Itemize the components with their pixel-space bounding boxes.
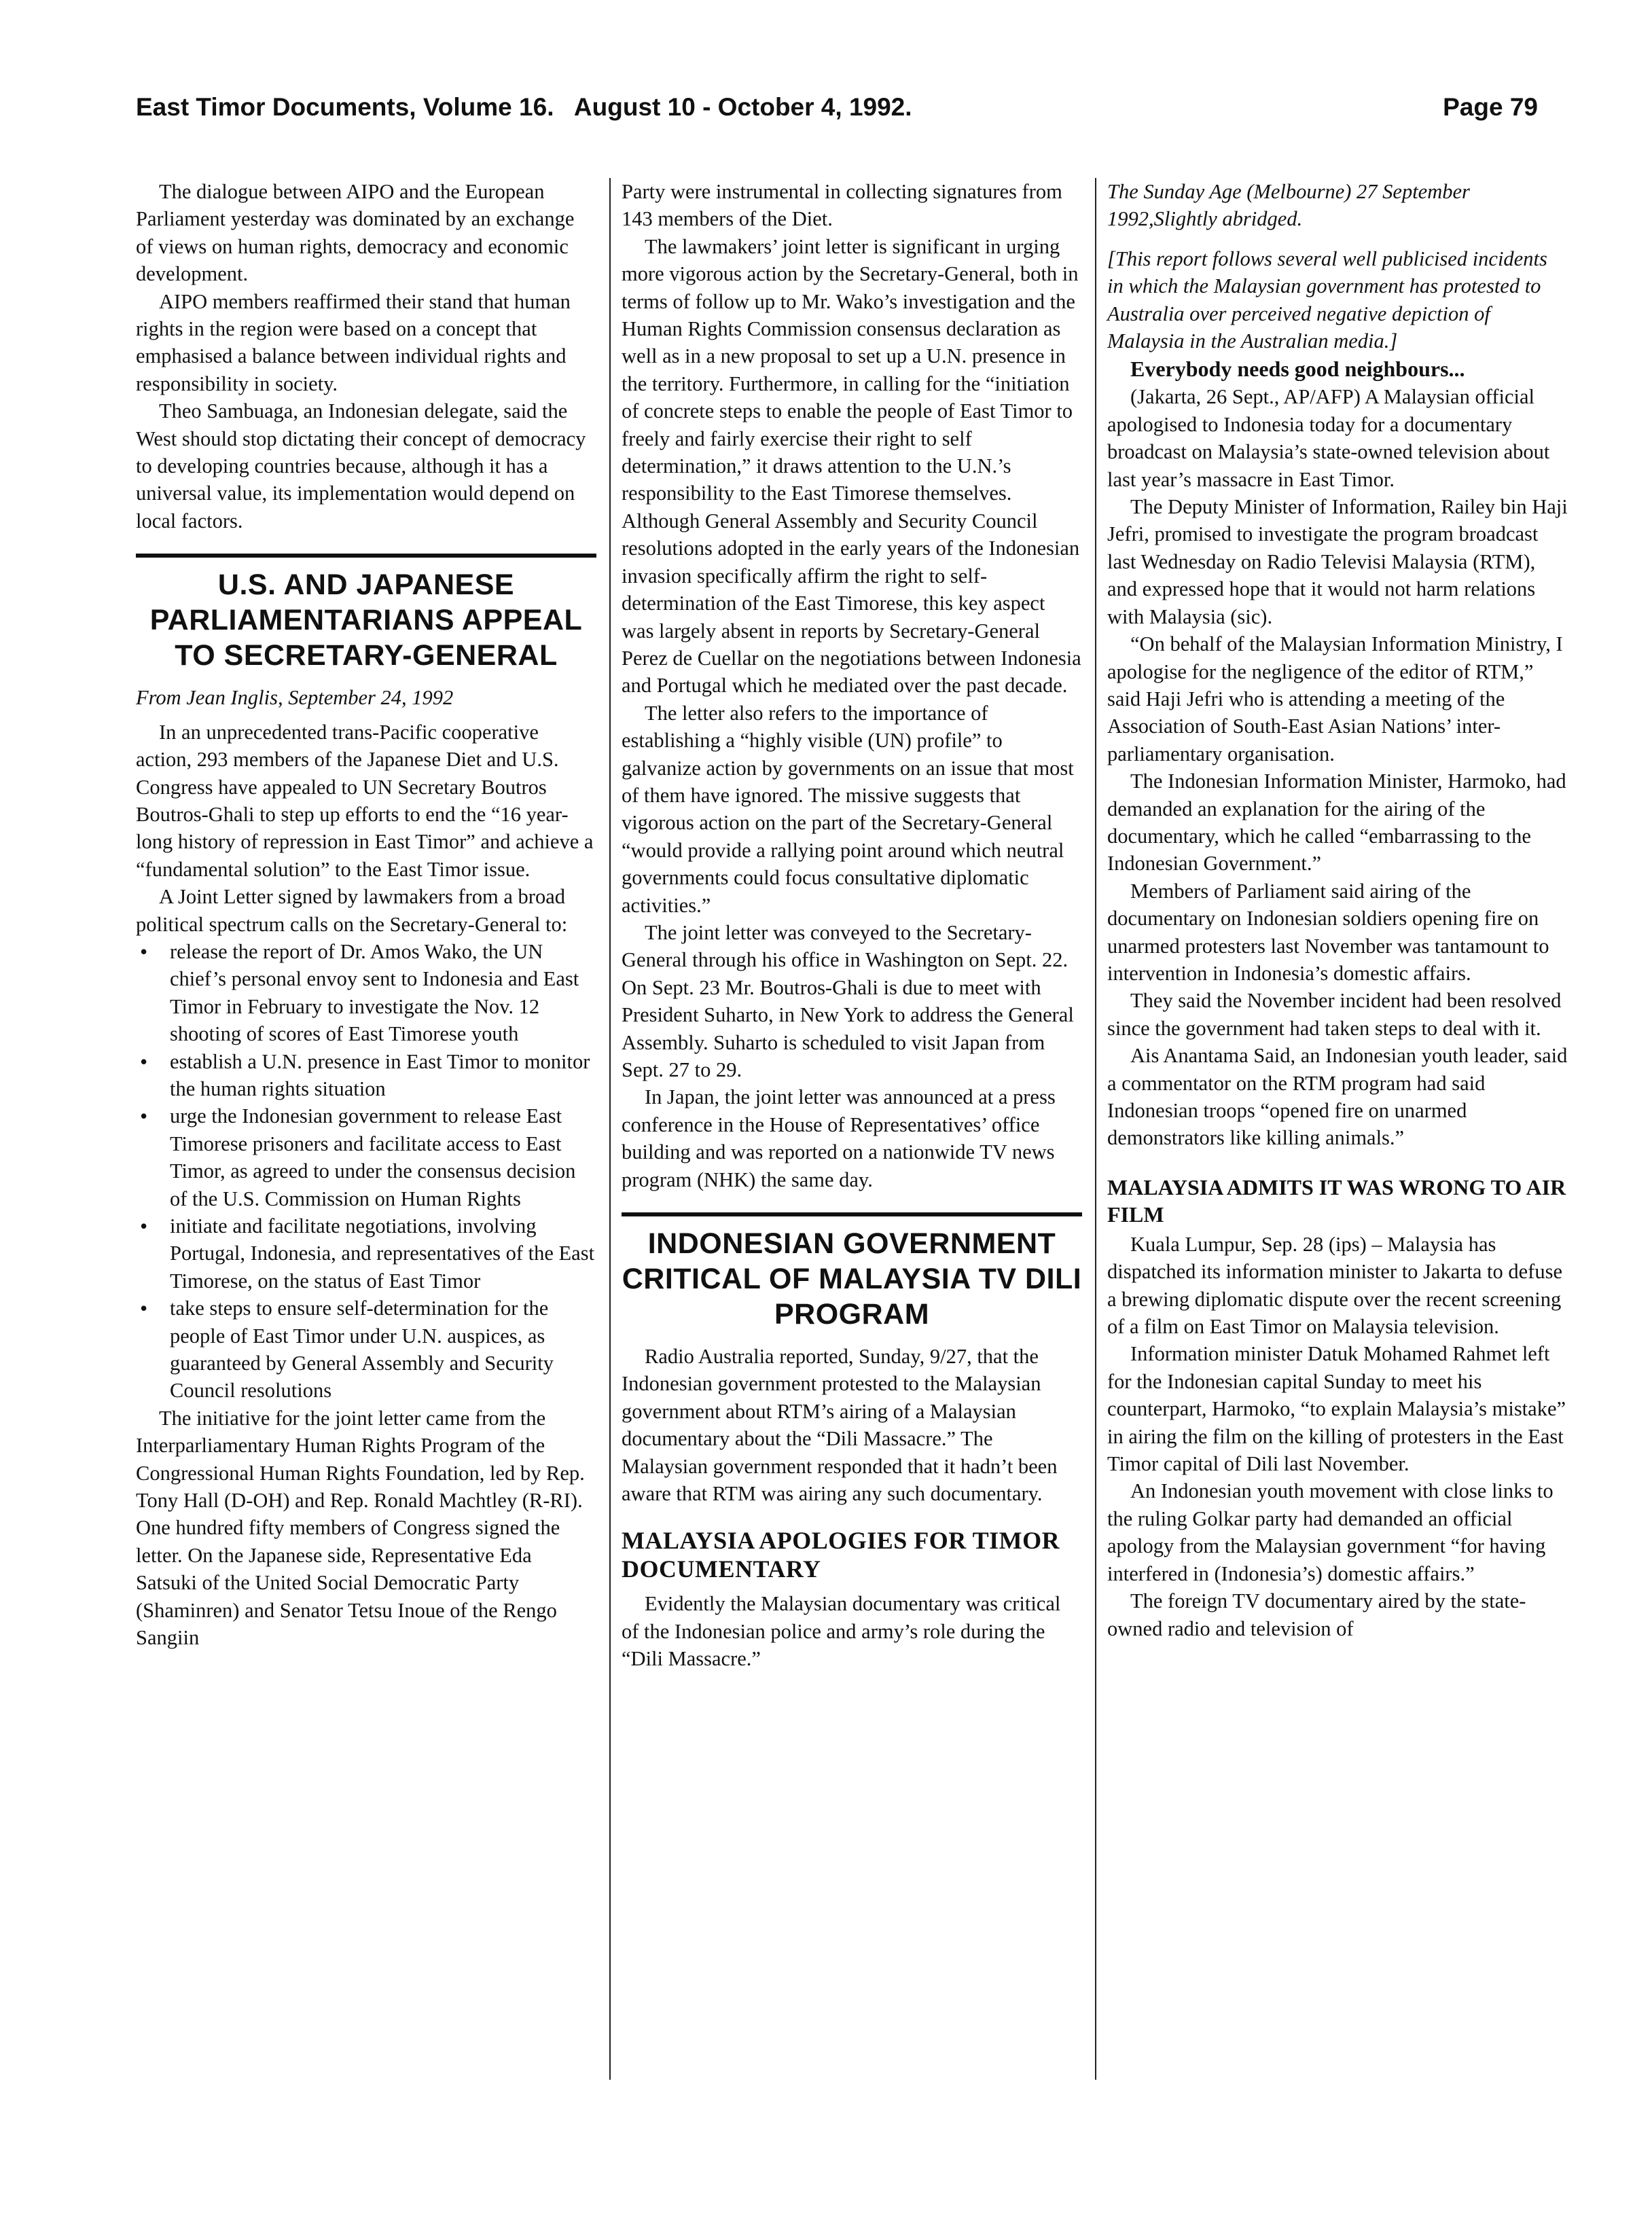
- paragraph: The joint letter was conveyed to the Secretary-General through his office in Washington on Sept. 22. On Sept. 23 Mr. Boutros-Ghali is due to meet with President Suharto, in New York to address the General Assembly. Suharto is scheduled to visit Japan from Sept. 27 to 29.: [622, 920, 1074, 1081]
- column-divider-1: [609, 178, 611, 2080]
- paragraph: They said the November incident had been resolved since the government had taken steps to deal with it.: [1107, 989, 1562, 1040]
- demands-list: [136, 938, 596, 1405]
- section-kicker: Everybody needs good neighbours...: [1130, 357, 1465, 382]
- paragraph: The letter also refers to the importance of establishing a “highly visible (UN) profile” to galvanize action by governments on an issue that most of them have ignored. The missive suggests that vigorous action on the part of the Secretary-General “would provide a rallying point around which neutral governments could focus consultative diplomatic activities.”: [622, 701, 1074, 917]
- paragraph: In an unprecedented trans-Pacific cooperative action, 293 members of the Japanese Diet and U.S. Congress have appealed to UN Secretary Boutros Boutros-Ghali to step up efforts to end the “16 year-long history of repression in East Timor” and achieve a “fundamental solution” to the East Timor issue.: [136, 720, 594, 881]
- article-headline: MALAYSIA APOLOGIES FOR TIMOR DOCUMENTARY: [622, 1527, 1060, 1583]
- list-item: • establish a U.N. presence in East Timor to monitor the human rights situation: [136, 1048, 596, 1103]
- list-item: • take steps to ensure self-determination for the people of East Timor under U.N. auspices, as guaranteed by General Assembly and Security Council resolutions: [136, 1295, 596, 1405]
- publication-title: East Timor Documents, Volume 16. August 10 - October 4, 1992.: [136, 93, 912, 121]
- paragraph: AIPO members reaffirmed their stand that human rights in the region were based on a concept that emphasised a balance between individual rights and responsibility in society.: [136, 289, 571, 395]
- column-3: [1107, 178, 1568, 1642]
- editor-note: [This report follows several well publicised incidents in which the Malaysian government has protested to Australia over perceived negative depiction of Malaysia in the Australian media.]: [1107, 247, 1547, 353]
- list-item: • release the report of Dr. Amos Wako, the UN chief’s personal envoy sent to Indonesia and East Timor in February to investigate the Nov. 12 shooting of scores of East Timorese youth: [136, 938, 596, 1048]
- paragraph: The dialogue between AIPO and the European Parliament yesterday was dominated by an exchange of views on human rights, democracy and economic development.: [136, 180, 575, 286]
- article-headline: INDONESIAN GOVERNMENT CRITICAL OF MALAYSIA TV DILI PROGRAM: [622, 1227, 1082, 1331]
- paragraph: Party were instrumental in collecting signatures from 143 members of the Diet.: [622, 180, 1062, 231]
- article-headline: U.S. AND JAPANESE PARLIAMENTARIANS APPEAL TO SECRETARY-GENERAL: [149, 568, 583, 672]
- paragraph: In Japan, the joint letter was announced at a press conference in the House of Representatives’ office building and was reported on a nationwide TV news program (NHK) the same day.: [622, 1085, 1056, 1191]
- column-2: [622, 178, 1082, 1673]
- paragraph: The initiative for the joint letter came from the Interparliamentary Human Rights Program of the Congressional Human Rights Foundation, led by Rep. Tony Hall (D-OH) and Rep. Ronald Machtley (R-RI). One hundred fifty members of Congress signed the letter. On the Japanese side, Representative Eda Satsuki of the United Social Democratic Party (Shaminren) and Senator Tetsu Inoue of the Rengo Sangiin: [136, 1406, 585, 1650]
- list-item: • initiate and facilitate negotiations, involving Portugal, Indonesia, and representatives of the East Timorese, on the status of East Timor: [136, 1212, 596, 1295]
- paragraph: Members of Parliament said airing of the documentary on Indonesian soldiers opening fire on unarmed protesters last November was tantamount to intervention in Indonesia’s domestic affairs.: [1107, 879, 1549, 985]
- paragraph: The Deputy Minister of Information, Railey bin Haji Jefri, promised to investigate the program broadcast last Wednesday on Radio Televisi Malaysia (RTM), and expressed hope that it would not harm relations with Malaysia (sic).: [1107, 495, 1568, 628]
- list-item: • urge the Indonesian government to release East Timorese prisoners and facilitate access to East Timor, as agreed to under the consensus decision of the U.S. Commission on Human Rights: [136, 1102, 596, 1212]
- paragraph: (Jakarta, 26 Sept., AP/AFP) A Malaysian official apologised to Indonesia today for a documentary broadcast on Malaysia’s state-owned television about last year’s massacre in East Timor.: [1107, 385, 1550, 491]
- byline: From Jean Inglis, September 24, 1992: [136, 686, 454, 710]
- paragraph: An Indonesian youth movement with close links to the ruling Golkar party had demanded an official apology from the Malaysian government “for having interfered in (Indonesia’s) domestic affairs.”: [1107, 1479, 1554, 1585]
- paragraph: Ais Anantama Said, an Indonesian youth leader, said a commentator on the RTM program had said Indonesian troops “opened fire on unarmed demonstrators like killing animals.”: [1107, 1044, 1568, 1150]
- page-number: Page 79: [1443, 93, 1538, 121]
- section-rule: [136, 554, 596, 558]
- column-1: [136, 178, 596, 1652]
- paragraph: Radio Australia reported, Sunday, 9/27, that the Indonesian government protested to the Malaysian government about RTM’s airing of a Malaysian documentary about the “Dili Massacre.” The Malaysian government responded that it hadn’t been aware that RTM was airing any such documentary.: [622, 1345, 1058, 1506]
- article-headline: MALAYSIA ADMITS IT WAS WRONG TO AIR FILM: [1107, 1174, 1566, 1227]
- paragraph: The foreign TV documentary aired by the state-owned radio and television of: [1107, 1589, 1526, 1640]
- paragraph: “On behalf of the Malaysian Information Ministry, I apologise for the negligence of the editor of RTM,” said Haji Jefri who is attending a meeting of the Association of South-East Asian Nations’ inter-parliamentary organisation.: [1107, 632, 1563, 765]
- paragraph: Information minister Datuk Mohamed Rahmet left for the Indonesian capital Sunday to meet his counterpart, Harmoko, “to explain Malaysia’s mistake” in airing the film on the killing of protesters in the East Timor capital of Dili last November.: [1107, 1342, 1566, 1476]
- paragraph: The lawmakers’ joint letter is significant in urging more vigorous action by the Secretary-General, both in terms of follow up to Mr. Wako’s investigation and the Human Rights Commission consensus declaration as well as in a new proposal to set up a U.N. presence in the territory. Furthermore, in calling for the “initiation of concrete steps to enable the people of East Timor to freely and fairly exercise their right to self determination,” it draws attention to the U.N.’s responsibility to the East Timorese themselves. Although General Assembly and Security Council resolutions adopted in the early years of the Indonesian invasion specifically affirm the right to self-determination of the East Timorese, this key aspect was largely absent in reports by Secretary-General Perez de Cuellar on the negotiations between Indonesia and Portugal which he mediated over the past decade.: [622, 234, 1081, 698]
- section-rule: [622, 1212, 1082, 1216]
- source-line: The Sunday Age (Melbourne) 27 September 1992,Slightly abridged.: [1107, 180, 1470, 231]
- paragraph: Theo Sambuaga, an Indonesian delegate, said the West should stop dictating their concept of democracy to developing countries because, although it has a universal value, its implementation would depend on local factors.: [136, 399, 586, 532]
- paragraph: Kuala Lumpur, Sep. 28 (ips) – Malaysia has dispatched its information minister to Jakarta to defuse a brewing diplomatic dispute over the recent screening of a film on East Timor on Malaysia television.: [1107, 1232, 1562, 1339]
- paragraph: The Indonesian Information Minister, Harmoko, had demanded an explanation for the airing of the documentary, which he called “embarrassing to the Indonesian Government.”: [1107, 770, 1566, 875]
- paragraph: Evidently the Malaysian documentary was critical of the Indonesian police and army’s role during the “Dili Massacre.”: [622, 1592, 1061, 1671]
- page-header: [136, 87, 1538, 128]
- paragraph: A Joint Letter signed by lawmakers from a broad political spectrum calls on the Secretary-General to:: [136, 885, 568, 936]
- column-divider-2: [1095, 178, 1096, 2080]
